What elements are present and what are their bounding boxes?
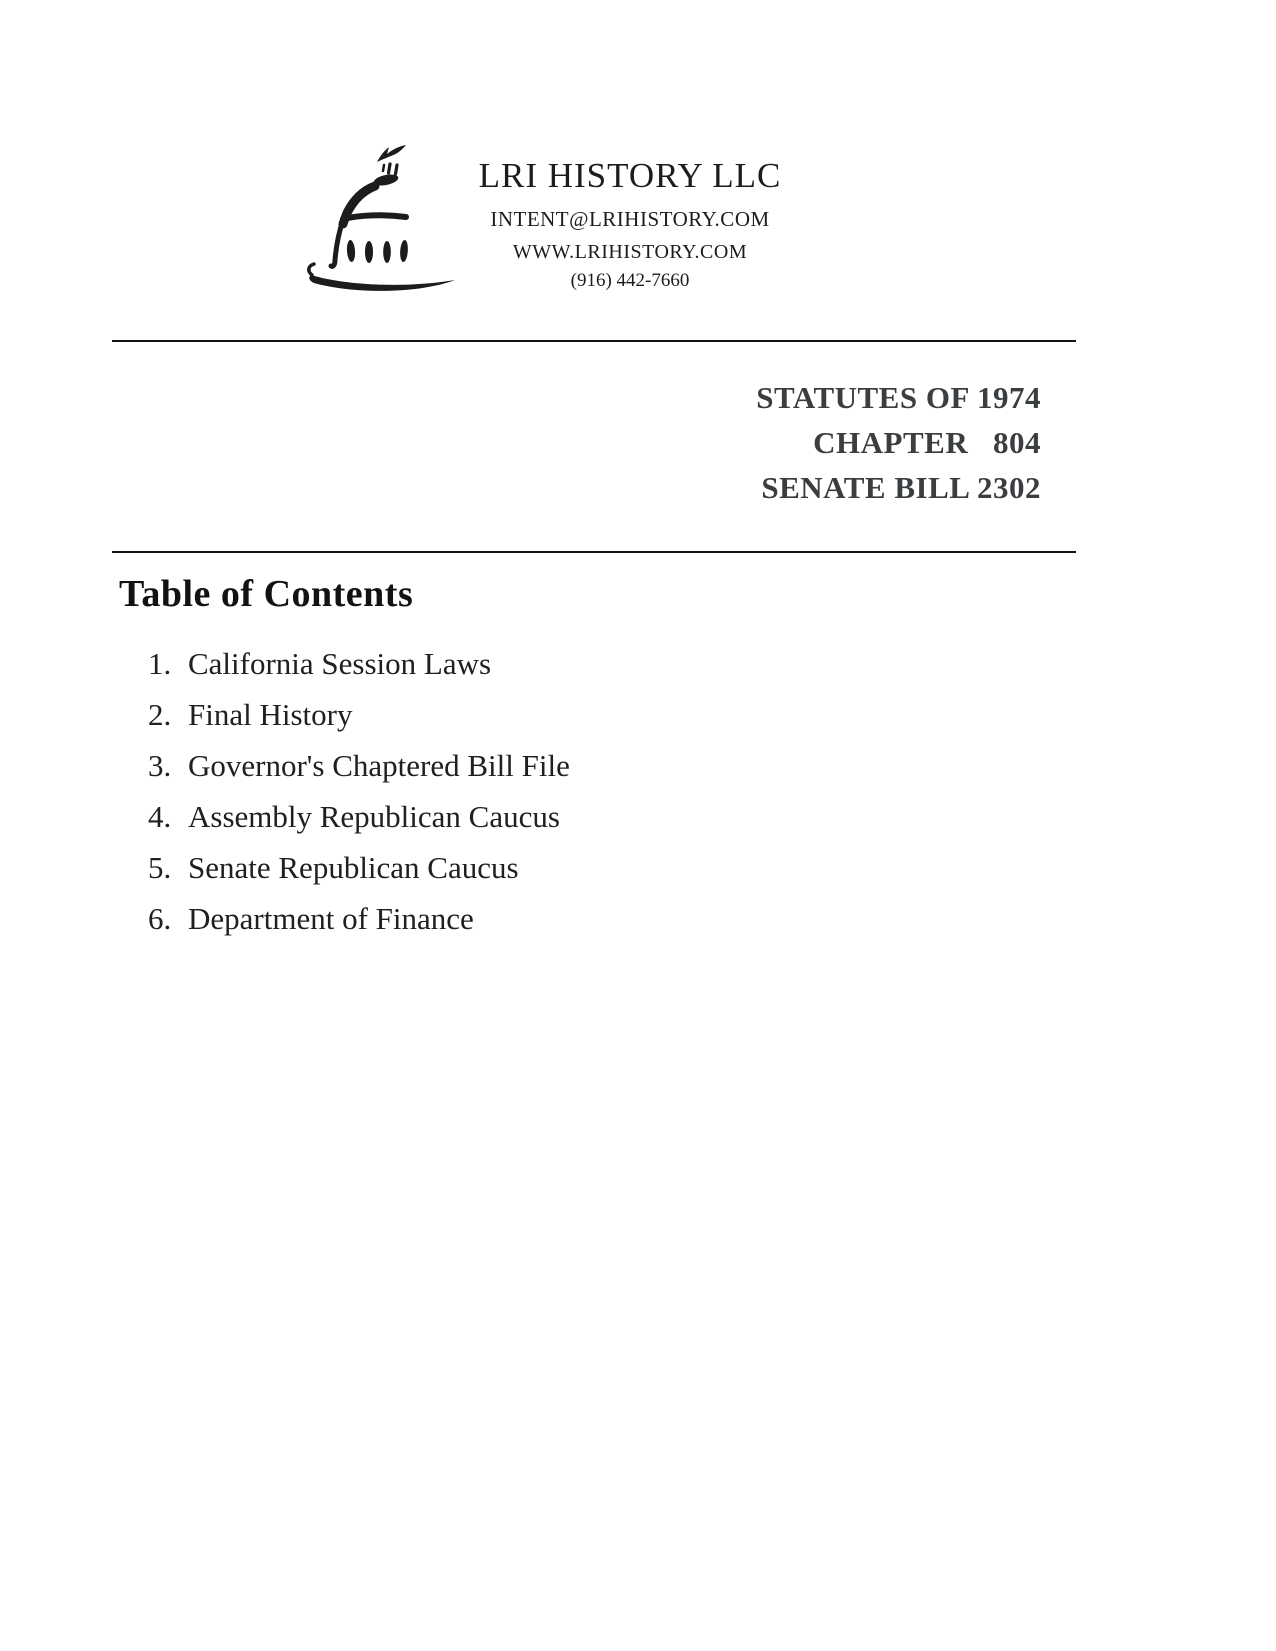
toc-item-number: 6. [148,901,172,936]
chapter-line: CHAPTER 804 [813,425,1041,460]
company-name: LRI HISTORY LLC [478,156,782,195]
toc-item-label: California Session Laws [188,646,492,681]
toc-item [148,791,570,842]
toc-item [148,740,570,791]
email-address: INTENT@LRIHISTORY.COM [490,207,770,231]
toc-item-label: Assembly Republican Caucus [188,799,560,834]
toc-item [148,638,570,689]
toc-item-number: 5. [148,850,172,885]
toc-item-label: Governor's Chaptered Bill File [188,748,570,783]
top-divider [112,340,1076,342]
toc-item [148,842,570,893]
bottom-divider [112,551,1076,553]
toc-item [148,689,570,740]
toc-item-number: 3. [148,748,172,783]
toc-list [148,638,570,944]
toc-item-label: Senate Republican Caucus [188,850,519,885]
toc-item-number: 1. [148,646,172,681]
toc-item-label: Final History [188,697,353,732]
toc-item-number: 4. [148,799,172,834]
toc-item-label: Department of Finance [188,901,474,936]
website-url: WWW.LRIHISTORY.COM [512,241,748,263]
statutes-line: STATUTES OF 1974 [756,380,1041,415]
toc-item [148,893,570,944]
phone-number: (916) 442-7660 [570,270,690,291]
bill-reference-block [756,375,1041,510]
senate-bill-line: SENATE BILL 2302 [761,470,1041,505]
toc-item-number: 2. [148,697,172,732]
toc-heading: Table of Contents [119,573,414,615]
